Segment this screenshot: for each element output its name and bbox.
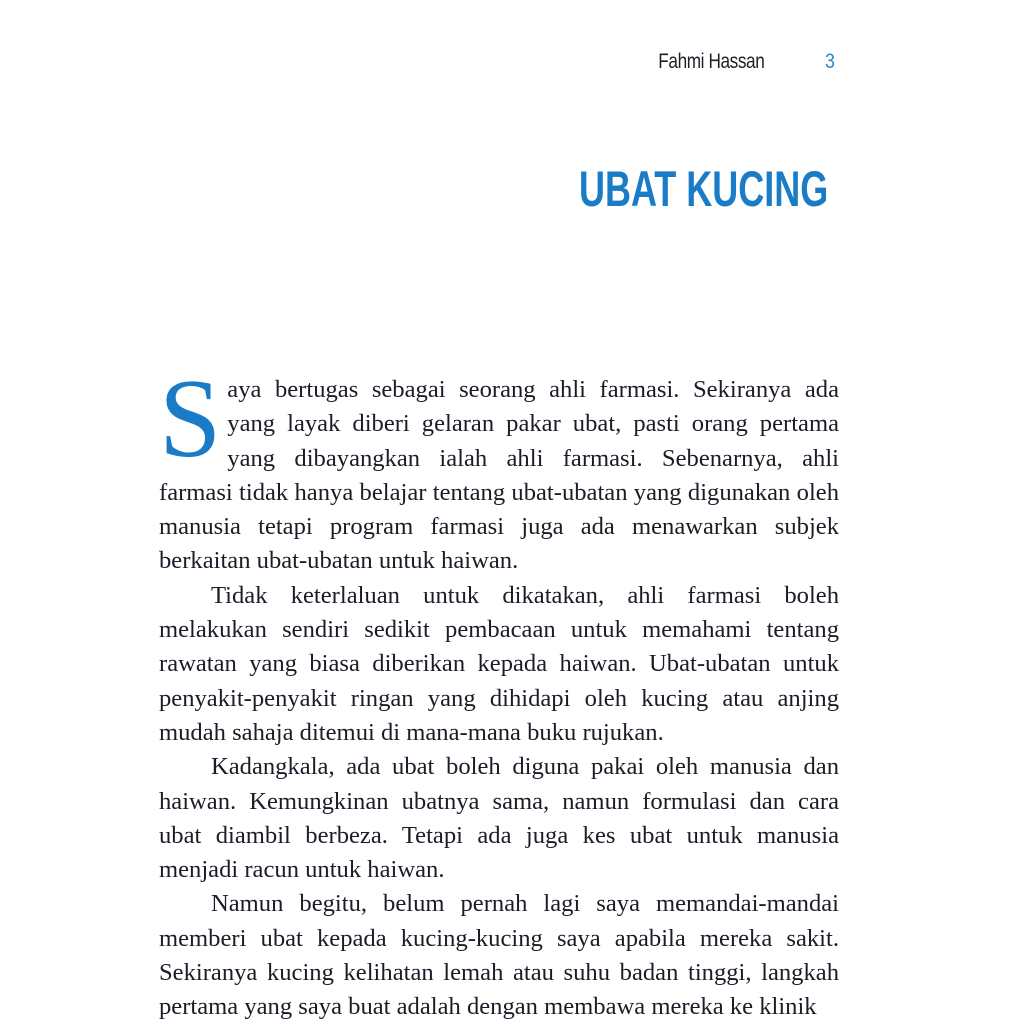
header-author: Fahmi Hassan — [657, 50, 764, 73]
page-number: 3 — [825, 50, 835, 73]
drop-cap: S — [159, 357, 222, 481]
paragraph-1-text: aya bertugas sebagai seorang ahli farmasi. Sekiranya ada yang layak diberi gelaran pakar ubat, pasti orang pertama yang dibayangkan ialah ahli farmasi. Sebenarnya, ahli farmasi tidak hanya belajar tentang ubat-ubatan yang digunakan oleh manusia tetapi program farmasi juga ada menawarkan subjek berkaitan ubat-ubatan untuk haiwan. — [159, 376, 839, 575]
paragraph-3: Kadangkala, ada ubat boleh diguna pakai oleh manusia dan haiwan. Kemungkinan ubatnya sama, namun formulasi dan cara ubat diambil berbeza. Tetapi ada juga kes ubat untuk manusia menjadi racun untuk haiwan. — [159, 753, 839, 884]
paragraph-1 — [159, 357, 839, 579]
chapter-title: UBAT KUCING — [578, 161, 828, 217]
paragraph-4: Namun begitu, belum pernah lagi saya memandai-mandai memberi ubat kepada kucing-kucing saya apabila mereka sakit. Sekiranya kucing kelihatan lemah atau suhu badan tinggi, langkah pertama yang saya buat adalah dengan membawa mereka ke klinik — [159, 890, 839, 1021]
paragraph-2: Tidak keterlaluan untuk dikatakan, ahli farmasi boleh melakukan sendiri sedikit pembacaan untuk memahami tentang rawatan yang biasa diberikan kepada haiwan. Ubat-ubatan untuk penyakit-penyakit ringan yang dihidapi oleh kucing atau anjing mudah sahaja ditemui di mana-mana buku rujukan. — [159, 581, 839, 746]
body-text — [159, 357, 839, 1025]
running-header — [0, 50, 1024, 80]
